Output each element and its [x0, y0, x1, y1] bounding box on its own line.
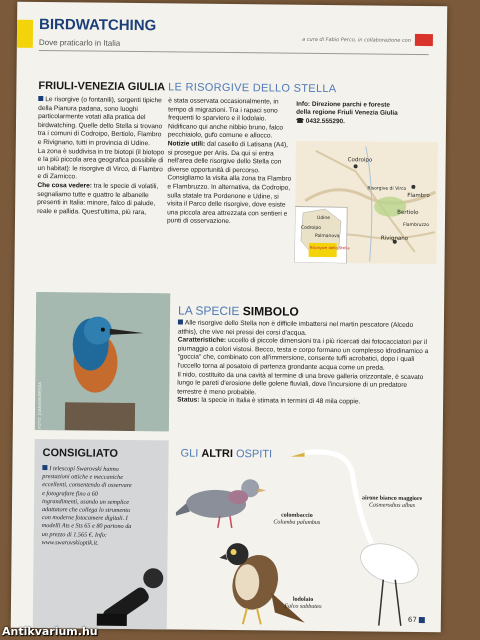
- yellow-tab-marker: [17, 20, 33, 48]
- section-title: [38, 80, 336, 95]
- bird-label-colombaccio: colombaccio Columba palumbus: [273, 512, 321, 526]
- consigliato-text: I telescopi Swarovski hanno prestazioni ottiche e meccaniche eccellenti, consentendo di osservare e fotografare fino a 60 ingrandimenti, usando un semplice adattatore che collega lo strumento con moderne fotocamere digitali. I modelli Ats e Sts 65 e 80 partono da un prezzo di 1.565 €. Info: www.swarovskioptik.it.: [41, 465, 132, 547]
- notizie-utili-text: dal casello di Latisana (A4), si prosegue per Ariis. Da qui si entra nell'area delle risorgive dello Stella con diverse opportunità di percorso. Consigliamo la visita alla zona tra Flambro e Flambruzzo. In alternativa, da Codroipo, sulla statale tra Pordenone e Udine, si visita il Parco delle risorgive, dove esiste una piccola area attrezzata con sentieri e punti di osservazione.: [166, 140, 292, 226]
- bullet-square-icon: [178, 319, 183, 324]
- article-column-2: [167, 97, 292, 227]
- map-label-codroipo: Codroipo: [347, 157, 373, 164]
- page-number: 67: [407, 615, 417, 624]
- section-title-region: FRIULI-VENEZIA GIULIA: [38, 79, 166, 94]
- page-title: BIRDWATCHING: [38, 15, 157, 35]
- consigliato-box: [33, 439, 169, 630]
- page-square-icon: [419, 617, 425, 623]
- article-col2-text: è stata osservata occasionalmente, in tempo di migrazioni. Tra i rapaci sono frequenti lo sparviero e il lodolaio. Nidificano qui anche nibbio bruno, falco pecchiaiolo, gufo comune e allocco.: [167, 97, 284, 140]
- falcon-illustration: [219, 543, 306, 625]
- inset-label-codroipo: Codroipo: [300, 225, 322, 231]
- notizie-utili-label: Notizie utili:: [167, 140, 206, 148]
- area-map: [295, 141, 438, 264]
- species-text: [177, 319, 434, 408]
- article-zona: La zona è suddivisa in tre biotopi (il biotopo e la più piccola area geografica possibile di un habitat): le risorgive di Virco, di Flambro e di Zarnicco.: [37, 147, 165, 181]
- pigeon-illustration: [175, 478, 267, 528]
- info-phone: ☎ 0432.555290.: [296, 117, 345, 126]
- info-line-1: Info: Direzione parchi e foreste: [296, 100, 391, 109]
- article-column-1: [37, 96, 166, 218]
- section-title-place: LE RISORGIVE DELLO STELLA: [168, 81, 337, 96]
- info-box: [296, 101, 436, 128]
- info-line-2: della regione Friuli Venezia Giulia: [296, 109, 398, 118]
- magazine-page: [11, 2, 448, 632]
- article-intro: Le risorgive (o fontanili), sorgenti tipiche della Pianura padana, sono luoghi particolarmente votati alla pratica del birdwatching. Quelle dello Stella si trovano tra i comuni di Codroipo, Bertiolo, Flambro e Rivignano, tutti in provincia di Udine.: [37, 96, 163, 148]
- species-p3: Il nido, costituito da una cavità al termine di una breve galleria orizzontale, è scavato lungo le pareti d'erosione delle golene fluviali, dove l'incursione di un predatore terrestre è meno probabile.: [177, 371, 424, 397]
- map-label-bertiolo: Bertiolo: [397, 209, 419, 216]
- telescope-icon: [93, 558, 174, 631]
- photo-credit: FOTO: JOAN/WIKIMEDIA: [36, 381, 43, 429]
- bird-label-airone: airone bianco maggiore Casmerodius albus: [362, 495, 423, 509]
- map-label-virco: Risorgive di Virco: [367, 186, 407, 192]
- header-credit: a cura di Fabio Perco, in collaborazione con: [302, 36, 411, 44]
- watermark: Antikvarium.hu: [2, 625, 98, 638]
- altri-ospiti-title: GLI ALTRI OSPITI: [180, 447, 273, 461]
- species-p2: uccello di piccole dimensioni tra i più ricercati dai fotocacciatori per il piumaggio a colori vistosi. Becco, testa e corpo formano un complesso idrodinamico a "goccia" che, combinato con all'immersione, consente tuffi acrobatici, dopo i quali l'uccello torna al posatoio di partenza grondante acqua come un preda.: [177, 337, 429, 372]
- status-label: Status:: [177, 396, 200, 405]
- species-p4: la specie in Italia è stimata in termini di 48 mila coppie.: [201, 397, 361, 406]
- bullet-square-icon: [42, 465, 47, 470]
- page-subtitle: Dove praticarlo in Italia: [38, 37, 121, 48]
- map-label-rivignano: Rivignano: [380, 235, 409, 242]
- species-title: [178, 303, 299, 318]
- consigliato-title: CONSIGLIATO: [42, 447, 118, 460]
- brand-logo-icon: [415, 34, 433, 46]
- map-label-flambruzzo: Flambruzzo: [402, 222, 430, 229]
- inset-label-udine: Udine: [317, 215, 331, 222]
- caratteristiche-label: Caratteristiche:: [177, 336, 227, 345]
- bullet-square-icon: [38, 96, 43, 101]
- species-title-light: LA SPECIE: [177, 303, 240, 319]
- kingfisher-photo: [35, 292, 170, 431]
- map-label-flambro: Flambro: [407, 192, 430, 200]
- cosa-vedere-text: tra le specie di volatili, segnaliamo tutte e quattro le albanelle presenti in Italia: minore, falco di palude, reale e pallida. Quest'ultima, più rara,: [37, 182, 159, 216]
- cosa-vedere-label: Che cosa vedere:: [37, 181, 93, 190]
- species-title-bold: SIMBOLO: [242, 304, 299, 319]
- bird-label-lodolaio: lodolaio Falco subbuteo: [284, 596, 322, 610]
- inset-label-palmanova: Palmanova: [314, 233, 340, 240]
- inset-label-stella: Risorgive dello Stella: [309, 244, 350, 251]
- species-p1: Alle risorgive dello Stella non è difficile imbattersi nel martin pescatore (Alcedo atthis), che vive nei pressi dei corsi d'acqua.: [177, 319, 414, 337]
- header-divider: [39, 50, 429, 55]
